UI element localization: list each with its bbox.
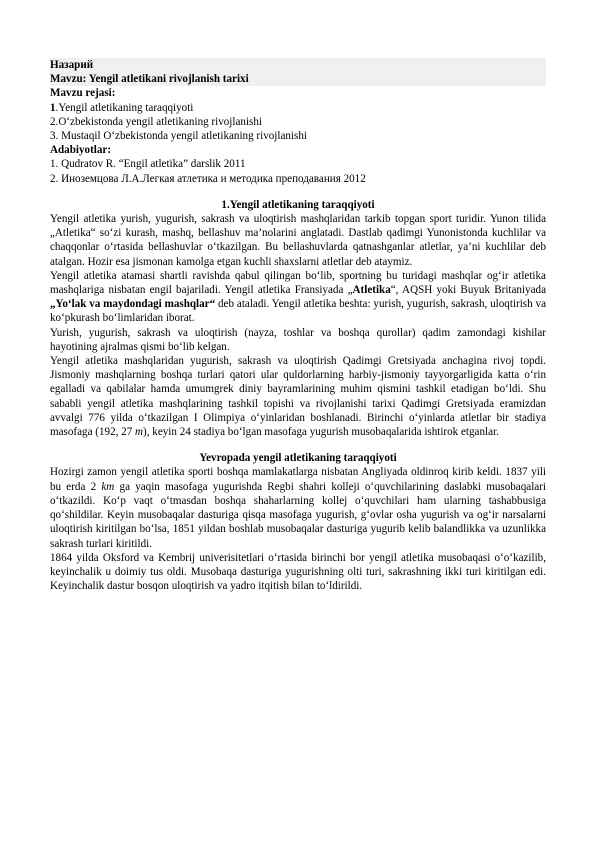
section1-paragraph-1: Yengil atletika yurish, yugurish, sakrash va uloqtirish mashqlaridan tarkib topgan sport turidir. Yunon tilida „Atletika“ so‘zi kurash, mashq, bellashuv ma’nolarini anglatadi. Dastlab qadimgi Yunonistonda kuchlilar va chaqqonlar o‘rtasida bellashuvlar o‘tkazilgan. Bu bellashuvlarda qatnashganlar atletlar, ya’ni kuchlilar deb atalgan. Hozir esa jismonan kamolga etgan kuchli shaxslarni atletlar deb ataymiz. — [50, 213, 546, 268]
section1-heading: 1.Yengil atletikaning taraqqiyoti — [221, 198, 375, 211]
section1-paragraph-2: Yengil atletika atamasi shartli ravishda qabul qilingan bo‘lib, sportning bu turidagi mashqlar og‘ir atletika mashqlariga nisbatan engil bajariladi. Yengil atletika Fransiyada „Atletika“, AQSH yoki Buyuk Britaniyada „Yo‘lak va maydondagi mashqlar“ deb ataladi. Yengil atletika beshta: yurish, yugurish, sakrash, uloqtirish va ko‘pkurash bo‘limlaridan iborat. — [50, 269, 546, 325]
literature-item-1: 1. Qudratov R. “Engil atletika” darslik 2011 — [50, 158, 246, 171]
topic-title: Mavzu: Yengil atletikani rivojlanish tarixi — [50, 72, 546, 86]
literature-item-2: 2. Иноземцова Л.А.Легкая атлетика и методика преподавания 2012 — [50, 172, 366, 185]
section2-paragraph-2: 1864 yilda Oksford va Kembrij univerisitetlari o‘rtasida birinchi bor yengil atletika musobaqasi o‘o‘kazilib, keyinchalik u doimiy tus oldi. Musobaqa dasturiga yugurishning olti turi, sakrashning ikki turi kiritilgan edi. Keyinchalik dastur bosqon uloqtirish va yadro itqitish bilan to‘ldirildi. — [50, 551, 546, 593]
plan-item-1: 1.Yengil atletikaning taraqqiyoti — [50, 101, 194, 114]
section1-paragraph-4: Yengil atletika mashqlaridan yugurish, sakrash va uloqtirish Qadimgi Gretsiyada anchagina rivoj topdi. Jismoniy mashqlarning boshqa turlari qatori ular quldorlarning harbiy-jismoniy tayyorgarligida katta o‘rin egalladi va qabilalar hamda umumgrek diniy bayramlarining muhim qismini tashkil etadigan bo‘ldi. Shu sababli yengil atletika mashqlarining tashkil topishi va rivojlanishi tarixi Qadimgi Gretsiyada eramizdan avvalgi 776 yilda o‘tkazilgan I Olimpiya o‘yinlaridan boshlanadi. Birinchi o‘yinlarda atletlar bir stadiya masofaga (192, 27 m), keyin 24 stadiya bo‘lgan masofaga yugurish musobaqalarida ishtirok etganlar. — [50, 355, 546, 439]
header-label: Назарий — [50, 58, 546, 72]
plan-item-2: 2.O‘zbekistonda yengil atletikaning rivojlanishi — [50, 115, 262, 128]
section2-heading: Yevropada yengil atletikaning taraqqiyoti — [199, 452, 397, 465]
plan-item-3: 3. Mustaqil O‘zbekistonda yengil atletikaning rivojlanishi — [50, 130, 307, 143]
literature-title: Adabiyotlar: — [50, 144, 112, 157]
section1-paragraph-3: Yurish, yugurish, sakrash va uloqtirish (nayza, toshlar va boshqa qurollar) qadim zamondagi kishilar hayotining ajralmas qismi bo‘lib kelgan. — [50, 326, 546, 353]
section2-paragraph-1: Hozirgi zamon yengil atletika sporti boshqa mamlakatlarga nisbatan Angliyada oldinroq kirib keldi. 1837 yili bu erda 2 km ga yaqin masofaga yugurishda Regbi shahri kolleji o‘quvchilarining daslabki musobaqalari o‘tkazildi. Ko‘p vaqt o‘tmasdan boshqa shaharlarning kollej o‘quvchilari ham ularning tashabbusiga qo‘shildilar. Keyin musobaqalar dasturiga qisqa masofaga yugurish, g‘ovlar osha yugurish va og‘ir narsalarni uloqtirish kiritilgan bo‘lsa, 1851 yildan boshlab musobaqalar dasturiga yugurib kelib balandlikka va uzunlikka sakrash turlari kiritildi. — [50, 466, 546, 550]
plan-title: Mavzu rejasi: — [50, 87, 116, 100]
